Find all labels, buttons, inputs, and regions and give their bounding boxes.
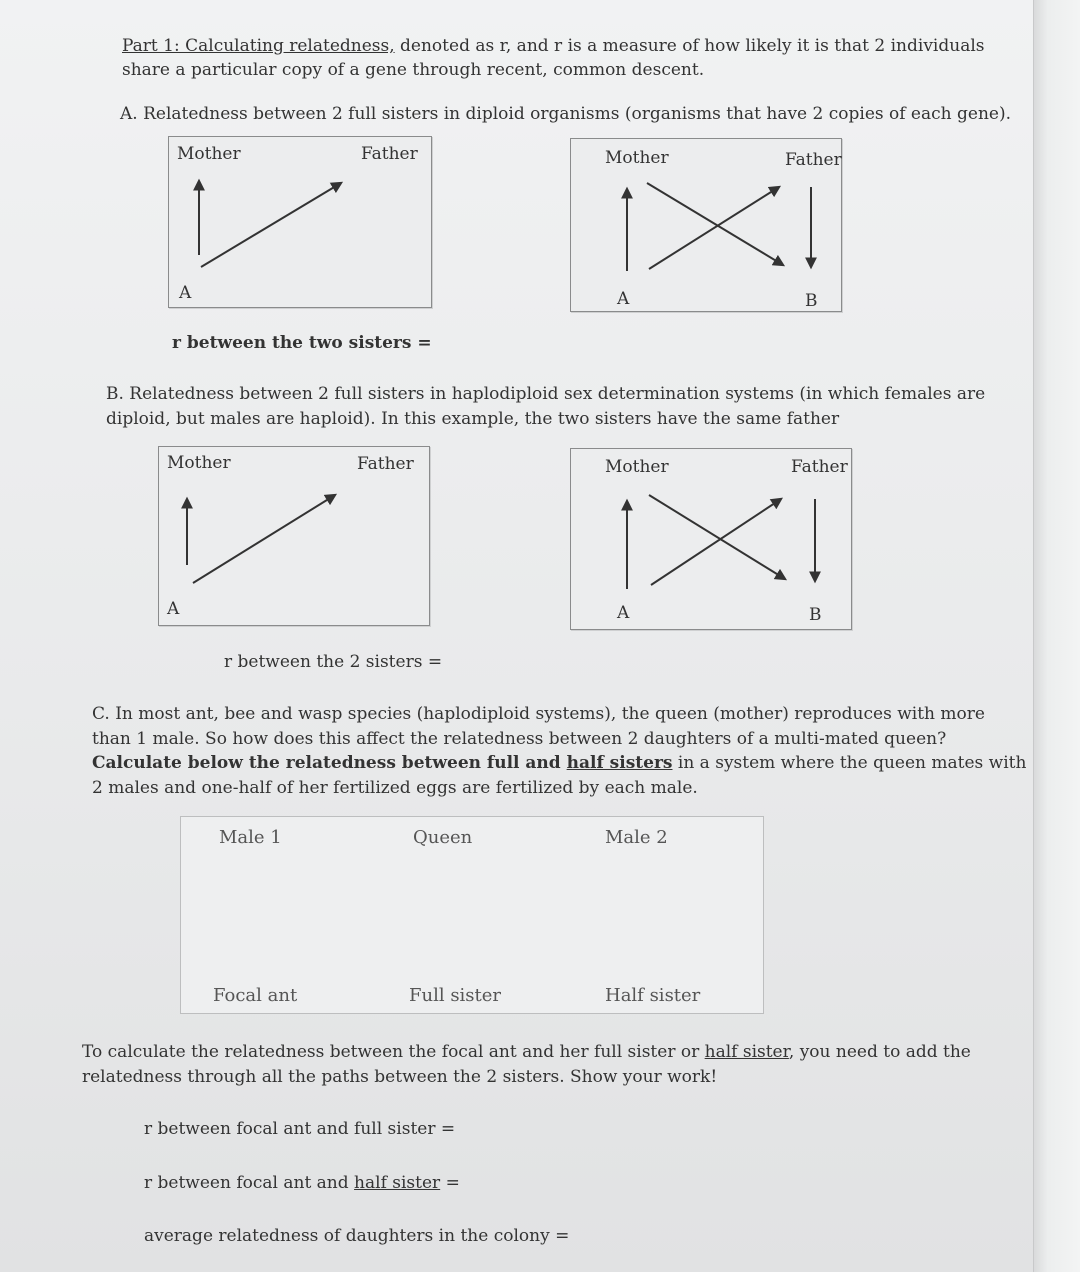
mother-label: Mother	[177, 144, 241, 164]
answer-average: average relatedness of daughters in the colony =	[144, 1226, 570, 1246]
mother-label: Mother	[605, 457, 669, 477]
mother-label: Mother	[167, 453, 231, 473]
part-heading: Part 1: Calculating relatedness,	[122, 36, 395, 56]
father-label: Father	[357, 454, 414, 474]
section-a-r-label: r between the two sisters =	[172, 333, 432, 353]
answer-half-sister: r between focal ant and half sister =	[144, 1173, 460, 1193]
mother-label: Mother	[605, 148, 669, 168]
sister-a-label: A	[179, 283, 192, 303]
sister-b-label: B	[809, 605, 822, 625]
section-b-line-2: diploid, but males are haploid). In this example, the two sisters have the same father	[106, 409, 840, 429]
father-label: Father	[785, 150, 842, 170]
sister-a-label: A	[617, 289, 630, 309]
section-c-line-2: than 1 male. So how does this affect the relatedness between 2 daughters of a multi-mated queen?	[92, 729, 947, 749]
sister-a-label: A	[617, 603, 630, 623]
section-a-diagram-2	[570, 138, 842, 312]
male-2-label: Male 2	[605, 827, 668, 848]
sister-a-label: A	[167, 599, 180, 619]
half-sister-label: Half sister	[605, 985, 701, 1006]
male-1-label: Male 1	[219, 827, 282, 848]
section-c-line-4: 2 males and one-half of her fertilized eggs are fertilized by each male.	[92, 778, 698, 798]
section-c-line-3: Calculate below the relatedness between full and half sisters in a system where the queen mates with	[92, 753, 1027, 773]
section-c-diagram	[180, 816, 764, 1014]
instructions-line-2: relatedness through all the paths between the 2 sisters. Show your work!	[82, 1067, 718, 1087]
intro-line-2: share a particular copy of a gene through recent, common descent.	[122, 60, 705, 80]
instructions-line-1: To calculate the relatedness between the focal ant and her full sister or half sister, you need to add the	[82, 1042, 971, 1062]
page-edge	[1033, 0, 1080, 1272]
answer-full-sister: r between focal ant and full sister =	[144, 1119, 456, 1139]
section-b-diagram-2	[570, 448, 852, 630]
sister-b-label: B	[805, 291, 818, 311]
section-c-line-1: C. In most ant, bee and wasp species (haplodiploid systems), the queen (mother) reproduces with more	[92, 704, 985, 724]
full-sister-label: Full sister	[409, 985, 502, 1006]
section-b-r-label: r between the 2 sisters =	[224, 652, 443, 672]
section-b-line-1: B. Relatedness between 2 full sisters in haplodiploid sex determination systems (in which females are	[106, 384, 986, 404]
queen-label: Queen	[413, 827, 473, 848]
focal-ant-label: Focal ant	[213, 985, 298, 1006]
father-label: Father	[791, 457, 848, 477]
section-a-diagram-1	[168, 136, 432, 308]
section-b-diagram-1	[158, 446, 430, 626]
father-label: Father	[361, 144, 418, 164]
intro-line-1: Part 1: Calculating relatedness, denoted as r, and r is a measure of how likely it is that 2 individuals	[122, 36, 985, 56]
section-a-title: A. Relatedness between 2 full sisters in diploid organisms (organisms that have 2 copies of each gene).	[120, 104, 1011, 124]
